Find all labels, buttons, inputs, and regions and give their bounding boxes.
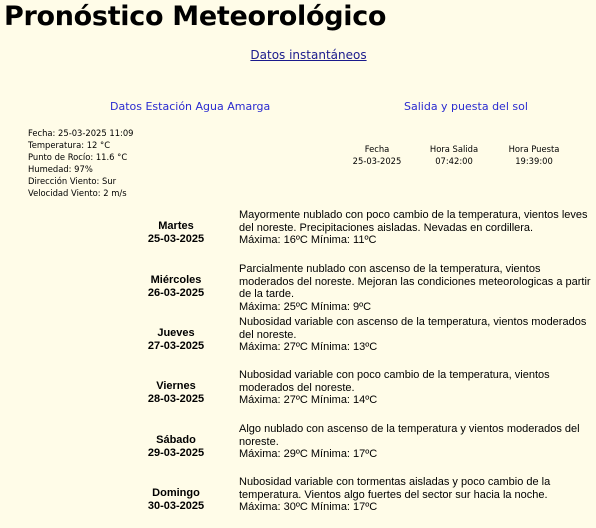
station-date: Fecha: 25-03-2025 11:09 xyxy=(28,128,134,138)
day-date: 25-03-2025 xyxy=(147,232,205,245)
sunrise-header: Hora Salida xyxy=(429,144,479,154)
day-name: Domingo xyxy=(152,487,200,499)
day-name: Jueves xyxy=(157,327,195,339)
forecast-temps: Máxima: 27ºC Mínima: 13ºC xyxy=(239,341,378,353)
station-wind-speed: Velocidad Viento: 2 m/s xyxy=(28,187,127,198)
sun-date-header: Fecha xyxy=(364,144,390,154)
forecast-temps: Máxima: 30ºC Mínima: 17ºC xyxy=(239,501,378,513)
forecast-summary: Nubosidad variable con poco cambio de la temperatura, vientos moderados del noreste. xyxy=(239,369,550,394)
forecast-summary: Nubosidad variable con ascenso de la temperatura, vientos moderados del noreste. xyxy=(239,316,587,341)
forecast-summary: Nubosidad variable con tormentas aisladas y poco cambio de la temperatura. Vientos algo fuertes del sector sur hacia la noche. xyxy=(239,476,551,501)
station-humidity: Humedad: 97% xyxy=(28,163,93,174)
forecast-temps: Máxima: 27ºC Mínima: 14ºC xyxy=(239,394,378,406)
station-dew-point: Punto de Rocío: 11.6 °C xyxy=(28,151,128,162)
day-date: 27-03-2025 xyxy=(147,339,205,352)
forecast-summary: Algo nublado con ascenso de la temperatura y vientos moderados del noreste. xyxy=(239,423,580,448)
forecast-day xyxy=(126,380,226,405)
sunset-value: 19:39:00 xyxy=(515,155,553,166)
forecast-temps: Máxima: 25ºC Mínima: 9ºC xyxy=(239,300,372,313)
forecast-temps: Máxima: 29ºC Mínima: 17ºC xyxy=(239,448,378,460)
instant-data-link[interactable]: Datos instantáneos xyxy=(250,48,367,62)
forecast-description xyxy=(239,476,591,514)
sun-date-value: 25-03-2025 xyxy=(352,155,402,166)
station-temperature: Temperatura: 12 °C xyxy=(28,139,111,150)
sun-rise-column xyxy=(419,144,489,167)
forecast-temps: Máxima: 16ºC Mínima: 11ºC xyxy=(239,234,377,246)
forecast-description xyxy=(239,209,591,247)
forecast-day xyxy=(126,434,226,459)
sun-title: Salida y puesta del sol xyxy=(404,100,528,113)
sunrise-value: 07:42:00 xyxy=(435,155,473,166)
day-name: Sábado xyxy=(156,434,196,446)
forecast-description xyxy=(239,263,591,313)
station-wind-direction: Dirección Viento: Sur xyxy=(28,175,117,186)
sun-date-column xyxy=(342,144,412,167)
sunset-header: Hora Puesta xyxy=(508,144,560,154)
day-name: Martes xyxy=(158,220,194,232)
forecast-day xyxy=(126,487,226,512)
forecast-day xyxy=(126,220,226,245)
day-date: 30-03-2025 xyxy=(147,499,205,512)
day-date: 26-03-2025 xyxy=(147,286,205,299)
day-date: 28-03-2025 xyxy=(147,392,205,405)
station-title: Datos Estación Agua Amarga xyxy=(110,100,271,113)
page-title: Pronóstico Meteorológico xyxy=(4,1,387,32)
forecast-description xyxy=(239,369,591,407)
forecast-day xyxy=(126,327,226,352)
forecast-day xyxy=(126,274,226,299)
station-data xyxy=(28,128,134,199)
forecast-summary: Mayormente nublado con poco cambio de la temperatura, vientos leves del noreste. Precipitaciones aisladas. Nevadas en cordillera. xyxy=(239,209,588,234)
forecast-description xyxy=(239,316,591,354)
forecast-description xyxy=(239,423,591,461)
day-date: 29-03-2025 xyxy=(147,446,205,459)
forecast-summary: Parcialmente nublado con ascenso de la temperatura, vientos moderados del noreste. Mejoran las condiciones meteorologicas a partir de la tarde. xyxy=(239,263,591,300)
day-name: Viernes xyxy=(156,380,196,392)
day-name: Miércoles xyxy=(150,274,202,286)
sun-set-column xyxy=(499,144,569,167)
